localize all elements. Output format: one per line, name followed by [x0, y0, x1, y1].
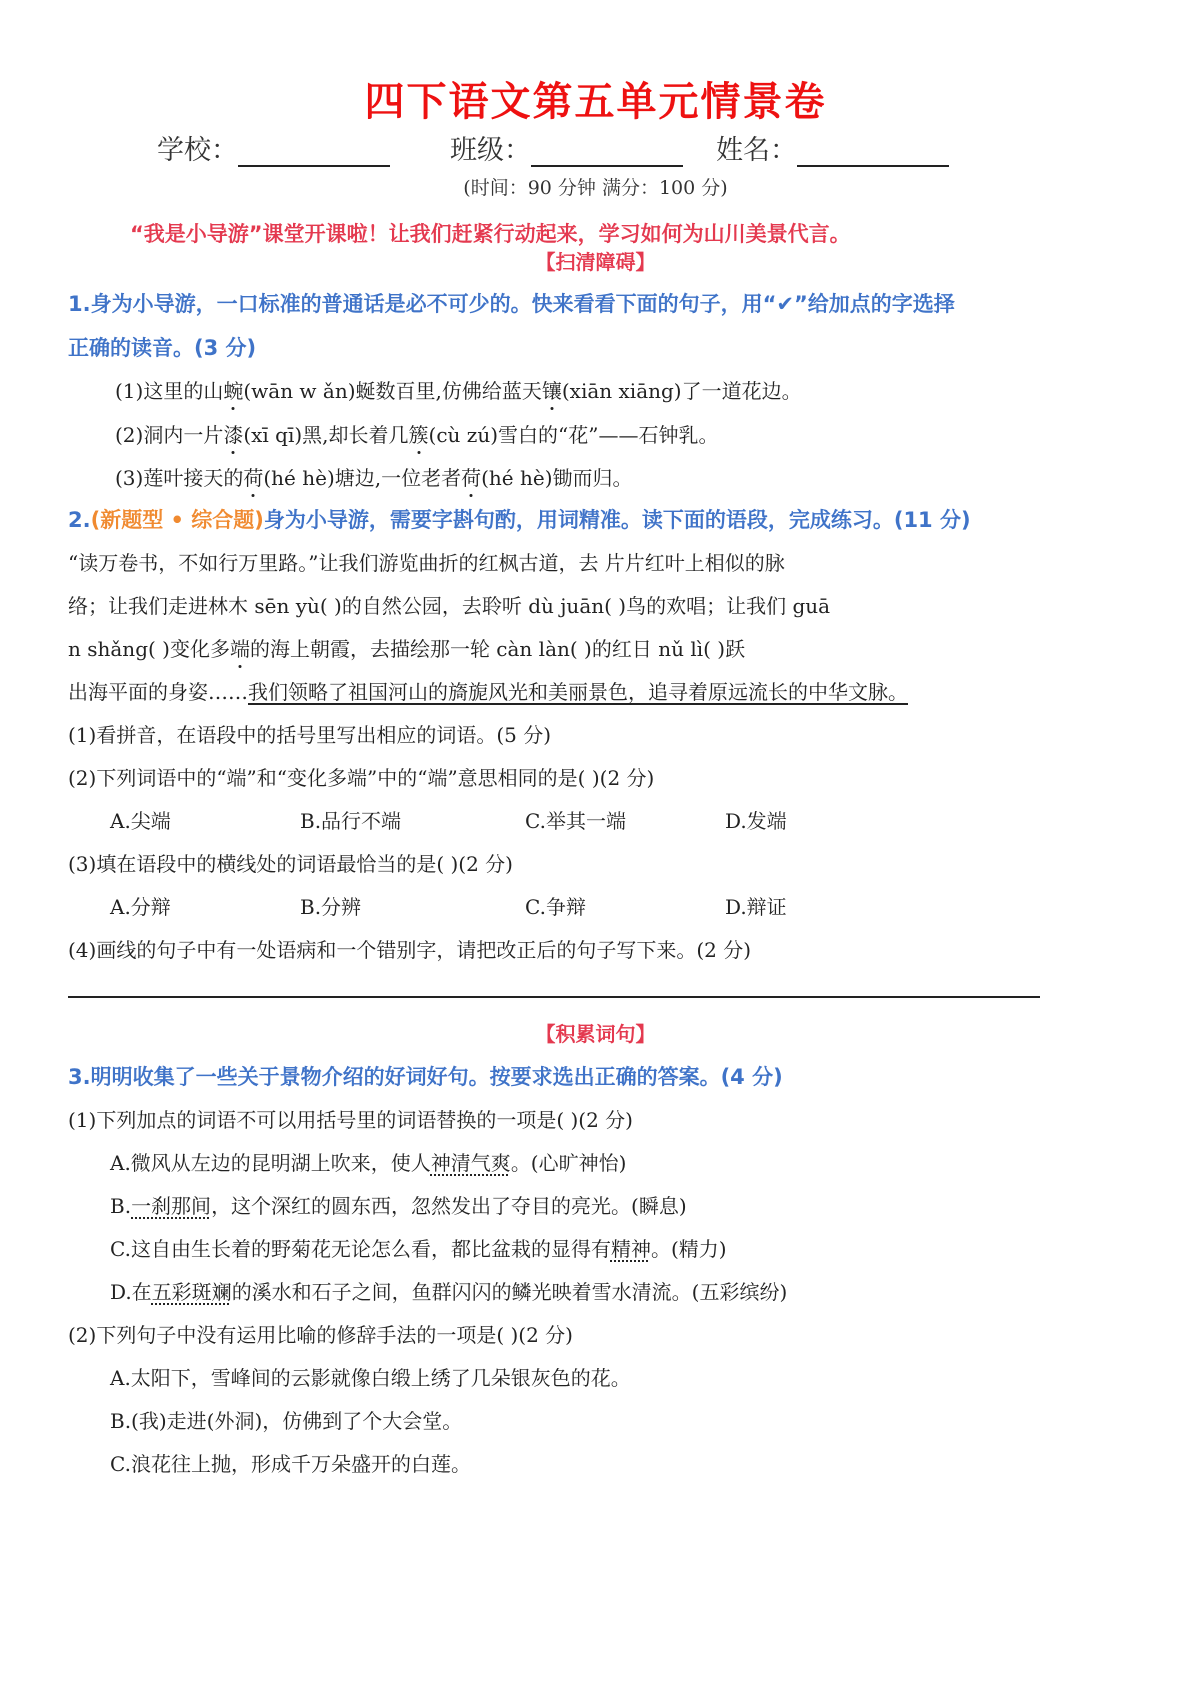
name-field — [716, 128, 949, 167]
q2-paragraph-line4: 出海平面的身姿……我们领略了祖国河山的旖旎风光和美丽景色，追寻着原远流长的中华文脉。 — [68, 680, 908, 704]
q1-prompt-line2: 正确的读音。(3 分) — [68, 336, 257, 360]
class-blank[interactable] — [531, 139, 683, 167]
q3-sub2[interactable]: (2)下列句子中没有运用比喻的修辞手法的一项是( )(2 分) — [68, 1323, 573, 1347]
q2-sub3-option-b[interactable]: B.分辨 — [300, 895, 362, 919]
q2-paragraph-line3[interactable]: n shǎng( )变化多端的海上朝霞，去描绘那一轮 càn làn( )的红日 nǔ lì( )跃 — [68, 637, 746, 661]
q2-sub2-option-b[interactable]: B.品行不端 — [300, 809, 402, 833]
answer-line[interactable] — [68, 996, 1040, 998]
intro-text: “我是小导游”课堂开课啦！让我们赶紧行动起来，学习如何为山川美景代言。 — [130, 222, 851, 246]
school-label: 学校： — [157, 135, 238, 166]
q1-item-1: (1)这里的山蜿(wān w ǎn)蜒数百里,仿佛给蓝天镶(xiān xiāng)了一道花边。 — [115, 379, 802, 403]
q1-item-3: (3)莲叶接天的荷(hé hè)塘边,一位老者荷(hé hè)锄而归。 — [115, 466, 633, 490]
q2-sub4: (4)画线的句子中有一处语病和一个错别字，请把改正后的句子写下来。(2 分) — [68, 938, 752, 962]
q1-prompt-line1: 1.身为小导游，一口标准的普通话是必不可少的。快来看看下面的句子，用“✔”给加点的字选择 — [68, 292, 955, 316]
q3-sub2-option-c[interactable]: C.浪花往上抛，形成千万朵盛开的白莲。 — [110, 1452, 471, 1476]
q3-sub1[interactable]: (1)下列加点的词语不可以用括号里的词语替换的一项是( )(2 分) — [68, 1108, 633, 1132]
q2-sub3-option-c[interactable]: C.争辩 — [525, 895, 586, 919]
q2-paragraph-line2[interactable]: 络；让我们走进林木 sēn yù( )的自然公园，去聆听 dù juān( )鸟的欢唱；让我们 guā — [68, 594, 831, 618]
name-label: 姓名： — [716, 135, 797, 166]
name-blank[interactable] — [797, 139, 949, 167]
q2-sub3-option-a[interactable]: A.分辩 — [110, 895, 171, 919]
q3-sub1-option-c[interactable]: C.这自由生长着的野菊花无论怎么看，都比盆栽的显得有精神。(精力) — [110, 1237, 727, 1261]
q3-sub2-option-a[interactable]: A.太阳下，雪峰间的云影就像白缎上绣了几朵银灰色的花。 — [110, 1366, 631, 1390]
q3-sub1-option-a[interactable]: A.微风从左边的昆明湖上吹来，使人神清气爽。(心旷神怡) — [110, 1151, 627, 1175]
exam-meta: (时间：90 分钟 满分：100 分) — [463, 177, 728, 199]
q2-prompt: 2.(新题型 • 综合题)身为小导游，需要字斟句酌，用词精准。读下面的语段，完成练习。(11 分) — [68, 508, 971, 532]
q2-sub2[interactable]: (2)下列词语中的“端”和“变化多端”中的“端”意思相同的是( )(2 分) — [68, 766, 655, 790]
page-title: 四下语文第五单元情景卷 — [364, 79, 827, 125]
q3-sub2-option-b[interactable]: B.(我)走进(外洞)，仿佛到了个大会堂。 — [110, 1409, 463, 1433]
q2-sub2-option-d[interactable]: D.发端 — [725, 809, 787, 833]
q3-prompt: 3.明明收集了一些关于景物介绍的好词好句。按要求选出正确的答案。(4 分) — [68, 1065, 783, 1089]
q3-sub1-option-d[interactable]: D.在五彩斑斓的溪水和石子之间，鱼群闪闪的鳞光映着雪水清流。(五彩缤纷) — [110, 1280, 788, 1304]
class-label: 班级： — [450, 135, 531, 166]
q2-sub1: (1)看拼音，在语段中的括号里写出相应的词语。(5 分) — [68, 723, 552, 747]
q2-tag: (新题型 • 综合题) — [90, 508, 264, 532]
school-blank[interactable] — [238, 139, 390, 167]
school-field — [157, 128, 390, 167]
q3-sub1-option-b[interactable]: B.一刹那间，这个深红的圆东西，忽然发出了夺目的亮光。(瞬息) — [110, 1194, 687, 1218]
class-field — [450, 128, 683, 167]
q2-sub3[interactable]: (3)填在语段中的横线处的词语最恰当的是( )(2 分) — [68, 852, 513, 876]
q2-sub3-option-d[interactable]: D.辩证 — [725, 895, 787, 919]
underlined-sentence: 我们领略了祖国河山的旖旎风光和美丽景色，追寻着原远流长的中华文脉。 — [248, 680, 908, 704]
section-header-clear-obstacles: 【扫清障碍】 — [535, 250, 656, 274]
q2-sub2-option-a[interactable]: A.尖端 — [110, 809, 171, 833]
q1-item-2: (2)洞内一片漆(xī qī)黑,却长着几簇(cù zú)雪白的“花”——石钟乳。 — [115, 423, 719, 447]
q2-sub2-option-c[interactable]: C.举其一端 — [525, 809, 626, 833]
q2-paragraph-line1: “读万卷书，不如行万里路。”让我们游览曲折的红枫古道，去 片片红叶上相似的脉 — [68, 551, 785, 575]
section-header-accumulate: 【积累词句】 — [535, 1022, 656, 1046]
